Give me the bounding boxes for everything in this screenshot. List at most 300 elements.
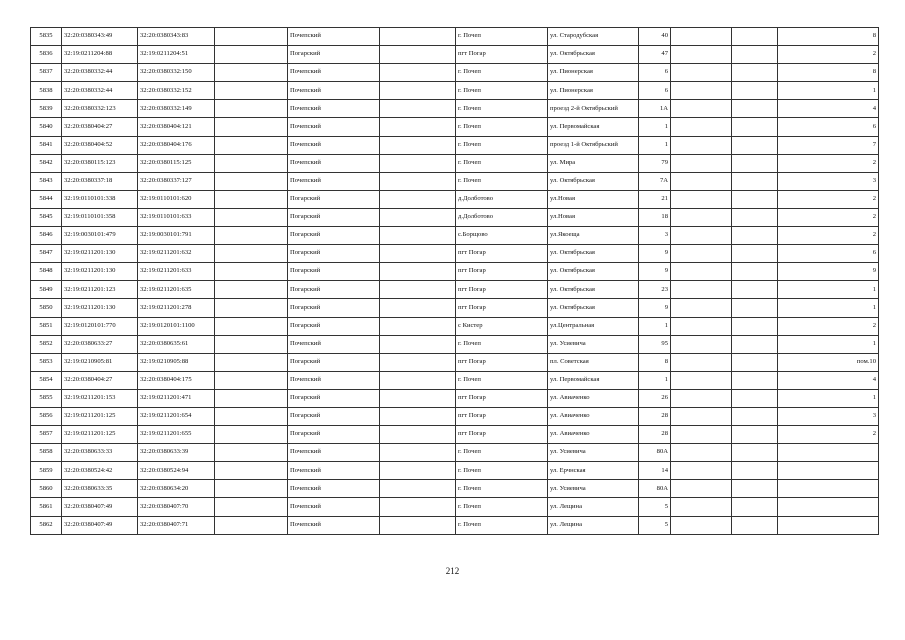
table-cell: 32:20:0380633:33	[62, 444, 138, 462]
table-cell	[215, 82, 288, 100]
table-cell: Почепский	[288, 100, 380, 118]
table-cell: 40	[639, 28, 671, 46]
table-row	[31, 82, 879, 100]
table-cell	[380, 444, 456, 462]
table-cell: 2	[778, 190, 879, 208]
table-cell: 32:19:0211201:130	[62, 245, 138, 263]
table-cell: ул. Усиевича	[548, 444, 639, 462]
table-cell	[732, 407, 778, 425]
table-row	[31, 245, 879, 263]
table-cell	[380, 353, 456, 371]
table-cell	[380, 64, 456, 82]
table-cell: ул. Октябрьская	[548, 46, 639, 64]
table-cell: 32:20:0380332:149	[138, 100, 215, 118]
table-cell	[215, 172, 288, 190]
table-cell: ул. Октябрьская	[548, 245, 639, 263]
table-cell: 5858	[31, 444, 62, 462]
table-cell: ул. Авиаченко	[548, 407, 639, 425]
table-cell: г. Почеп	[456, 154, 548, 172]
table-cell: ул. Лещина	[548, 498, 639, 516]
table-cell: 9	[639, 299, 671, 317]
table-cell: ул.Новая	[548, 208, 639, 226]
table-cell: ул. Авиаченко	[548, 389, 639, 407]
table-cell: 32:19:0030101:479	[62, 227, 138, 245]
table-cell: с.Борщово	[456, 227, 548, 245]
table-cell	[671, 480, 732, 498]
table-cell: 32:20:0380404:175	[138, 371, 215, 389]
table-cell: 32:19:0211201:635	[138, 281, 215, 299]
table-row	[31, 426, 879, 444]
table-cell: 32:20:0380332:150	[138, 64, 215, 82]
table-cell	[671, 263, 732, 281]
table-cell: Почепский	[288, 335, 380, 353]
table-cell	[380, 245, 456, 263]
table-cell	[380, 299, 456, 317]
table-cell: 32:20:0380404:176	[138, 136, 215, 154]
table-cell: г. Почеп	[456, 118, 548, 136]
table-cell: 5835	[31, 28, 62, 46]
table-cell: Почепский	[288, 498, 380, 516]
table-cell	[732, 462, 778, 480]
table-cell	[215, 245, 288, 263]
table-row	[31, 28, 879, 46]
table-cell: ул. Пионерская	[548, 82, 639, 100]
table-cell: Погарский	[288, 389, 380, 407]
table-cell: 32:20:0380404:27	[62, 371, 138, 389]
table-cell	[380, 154, 456, 172]
table-cell: г. Почеп	[456, 462, 548, 480]
table-cell: 2	[778, 227, 879, 245]
table-cell: пгт Погар	[456, 299, 548, 317]
table-cell: пгт Погар	[456, 353, 548, 371]
table-row	[31, 46, 879, 64]
table-cell: 5848	[31, 263, 62, 281]
table-cell	[671, 136, 732, 154]
table-cell: 32:20:0380635:61	[138, 335, 215, 353]
table-cell: 5840	[31, 118, 62, 136]
table-cell	[380, 136, 456, 154]
table-cell: 1	[639, 317, 671, 335]
table-cell	[215, 516, 288, 534]
table-cell	[380, 498, 456, 516]
table-cell	[732, 299, 778, 317]
table-cell: 1	[639, 136, 671, 154]
table-cell: 32:20:0380115:125	[138, 154, 215, 172]
table-cell: 32:20:0380407:70	[138, 498, 215, 516]
table-cell: 6	[639, 64, 671, 82]
table-cell	[215, 335, 288, 353]
table-cell	[732, 136, 778, 154]
table-cell	[671, 100, 732, 118]
table-cell: ул.Якоеща	[548, 227, 639, 245]
table-cell: Почепский	[288, 480, 380, 498]
table-cell: 4	[778, 371, 879, 389]
table-cell: пом.10	[778, 353, 879, 371]
table-cell	[380, 281, 456, 299]
table-cell	[215, 389, 288, 407]
table-cell: Погарский	[288, 208, 380, 226]
table-cell	[380, 389, 456, 407]
table-cell	[215, 371, 288, 389]
table-row	[31, 444, 879, 462]
table-cell: 7А	[639, 172, 671, 190]
table-row	[31, 64, 879, 82]
table-row	[31, 317, 879, 335]
table-cell	[671, 190, 732, 208]
table-cell	[215, 227, 288, 245]
table-row	[31, 389, 879, 407]
table-cell	[732, 208, 778, 226]
table-cell	[380, 426, 456, 444]
table-cell: 18	[639, 208, 671, 226]
table-cell	[671, 82, 732, 100]
table-cell	[215, 299, 288, 317]
table-cell: 5851	[31, 317, 62, 335]
table-cell: 32:19:0120101:1100	[138, 317, 215, 335]
table-cell: Погарский	[288, 190, 380, 208]
table-cell	[671, 516, 732, 534]
table-cell	[215, 407, 288, 425]
table-cell: 5841	[31, 136, 62, 154]
table-row	[31, 118, 879, 136]
table-cell	[215, 208, 288, 226]
table-cell: 9	[639, 263, 671, 281]
table-cell: ул. Первомайская	[548, 371, 639, 389]
table-cell	[671, 208, 732, 226]
table-cell	[380, 480, 456, 498]
table-cell: 1	[778, 82, 879, 100]
table-cell: 9	[639, 245, 671, 263]
table-cell: 32:19:0030101:791	[138, 227, 215, 245]
table-cell	[671, 299, 732, 317]
table-cell	[732, 317, 778, 335]
table-cell	[380, 28, 456, 46]
table-cell: 1	[778, 281, 879, 299]
table-cell	[732, 154, 778, 172]
table-cell: ул. Октябрьская	[548, 299, 639, 317]
table-cell	[215, 462, 288, 480]
table-row	[31, 172, 879, 190]
table-cell: 32:20:0380332:44	[62, 64, 138, 82]
table-cell: 32:19:0120101:770	[62, 317, 138, 335]
table-cell	[671, 462, 732, 480]
table-cell	[671, 317, 732, 335]
table-cell	[380, 172, 456, 190]
table-cell: 8	[639, 353, 671, 371]
table-cell	[380, 371, 456, 389]
table-cell	[671, 389, 732, 407]
table-cell: Почепский	[288, 172, 380, 190]
table-cell: 47	[639, 46, 671, 64]
table-cell: 1	[778, 389, 879, 407]
table-row	[31, 371, 879, 389]
table-cell: 32:20:0380343:49	[62, 28, 138, 46]
table-cell: 14	[639, 462, 671, 480]
table-cell: 2	[778, 426, 879, 444]
table-cell	[671, 245, 732, 263]
table-cell: Почепский	[288, 154, 380, 172]
table-cell: ул.Центральная	[548, 317, 639, 335]
table-cell	[732, 444, 778, 462]
table-cell: 32:19:0211201:153	[62, 389, 138, 407]
table-cell: Погарский	[288, 299, 380, 317]
table-cell	[732, 371, 778, 389]
table-cell: 5849	[31, 281, 62, 299]
table-cell: 32:20:0380115:123	[62, 154, 138, 172]
table-cell: Погарский	[288, 263, 380, 281]
table-cell: 5850	[31, 299, 62, 317]
table-row	[31, 136, 879, 154]
table-cell: г. Почеп	[456, 498, 548, 516]
table-cell	[732, 100, 778, 118]
table-cell: 5843	[31, 172, 62, 190]
table-cell	[215, 64, 288, 82]
table-cell: г. Почеп	[456, 82, 548, 100]
table-row	[31, 154, 879, 172]
table-cell: пгт Погар	[456, 281, 548, 299]
register-table	[30, 27, 879, 535]
table-cell: ул. Ерчнская	[548, 462, 639, 480]
table-cell	[671, 426, 732, 444]
table-cell: 5859	[31, 462, 62, 480]
table-cell: ул. Мира	[548, 154, 639, 172]
table-cell: Погарский	[288, 46, 380, 64]
table-cell	[778, 480, 879, 498]
table-cell: 2	[778, 208, 879, 226]
table-cell: 32:19:0110101:338	[62, 190, 138, 208]
table-cell: 80А	[639, 480, 671, 498]
table-cell: пгт Погар	[456, 263, 548, 281]
table-cell: 5847	[31, 245, 62, 263]
table-cell: ул.Новая	[548, 190, 639, 208]
table-cell: 26	[639, 389, 671, 407]
table-cell	[778, 444, 879, 462]
table-cell: 32:19:0110101:633	[138, 208, 215, 226]
table-cell	[215, 28, 288, 46]
table-cell: 32:19:0211201:125	[62, 407, 138, 425]
table-cell: г. Почеп	[456, 100, 548, 118]
table-cell: Почепский	[288, 136, 380, 154]
table-row	[31, 462, 879, 480]
table-cell	[215, 498, 288, 516]
table-cell: 5838	[31, 82, 62, 100]
table-cell: Почепский	[288, 371, 380, 389]
table-cell: 32:19:0211201:125	[62, 426, 138, 444]
table-cell: 32:20:0380524:42	[62, 462, 138, 480]
table-cell	[380, 118, 456, 136]
page-number: 212	[445, 566, 460, 576]
table-cell: 32:19:0211201:633	[138, 263, 215, 281]
table-cell: г. Почеп	[456, 480, 548, 498]
table-cell: 32:19:0110101:358	[62, 208, 138, 226]
table-cell: проезд 2-й Октябрьский	[548, 100, 639, 118]
table-cell	[380, 462, 456, 480]
table-row	[31, 100, 879, 118]
table-row	[31, 208, 879, 226]
table-row	[31, 190, 879, 208]
table-cell	[215, 317, 288, 335]
table-cell: 28	[639, 426, 671, 444]
table-cell: 5	[639, 498, 671, 516]
table-cell	[732, 263, 778, 281]
table-cell: пгт Погар	[456, 245, 548, 263]
table-cell: 5837	[31, 64, 62, 82]
table-cell: 32:19:0211201:123	[62, 281, 138, 299]
table-cell: 32:20:0380332:44	[62, 82, 138, 100]
table-body	[31, 28, 879, 535]
table-cell: 32:20:0380633:35	[62, 480, 138, 498]
table-cell: пл. Советская	[548, 353, 639, 371]
table-cell: 79	[639, 154, 671, 172]
table-cell: Погарский	[288, 245, 380, 263]
table-cell	[380, 317, 456, 335]
table-cell	[671, 28, 732, 46]
table-cell: 5846	[31, 227, 62, 245]
table-cell: 1	[639, 371, 671, 389]
table-cell: Почепский	[288, 516, 380, 534]
table-cell	[732, 172, 778, 190]
table-cell	[671, 371, 732, 389]
table-cell: 6	[778, 245, 879, 263]
table-cell: пгт Погар	[456, 389, 548, 407]
table-cell: 5853	[31, 353, 62, 371]
table-cell	[215, 118, 288, 136]
table-cell	[671, 407, 732, 425]
table-cell: 6	[778, 118, 879, 136]
table-cell	[215, 480, 288, 498]
table-cell: 32:20:0380332:152	[138, 82, 215, 100]
table-cell	[671, 335, 732, 353]
table-cell	[778, 516, 879, 534]
table-row	[31, 227, 879, 245]
table-cell: 6	[639, 82, 671, 100]
table-cell: ул. Октябрьская	[548, 172, 639, 190]
table-row	[31, 407, 879, 425]
table-cell: пгт Погар	[456, 46, 548, 64]
table-cell: 23	[639, 281, 671, 299]
table-cell: с Кистер	[456, 317, 548, 335]
table-cell	[732, 46, 778, 64]
table-cell: ул. Стародубская	[548, 28, 639, 46]
table-row	[31, 263, 879, 281]
table-cell: 5857	[31, 426, 62, 444]
table-cell	[215, 46, 288, 64]
table-cell	[380, 190, 456, 208]
table-cell	[380, 208, 456, 226]
table-cell: 32:20:0380332:123	[62, 100, 138, 118]
table-cell: 2	[778, 46, 879, 64]
table-cell: 3	[778, 407, 879, 425]
table-cell: 3	[778, 172, 879, 190]
table-cell: 32:19:0211201:130	[62, 299, 138, 317]
table-cell: ул. Пионерская	[548, 64, 639, 82]
table-cell: 32:20:0380407:49	[62, 498, 138, 516]
table-cell	[380, 82, 456, 100]
table-row	[31, 516, 879, 534]
table-cell: 32:19:0210905:81	[62, 353, 138, 371]
table-cell: Погарский	[288, 281, 380, 299]
table-cell: 28	[639, 407, 671, 425]
table-cell: Почепский	[288, 118, 380, 136]
table-cell: Погарский	[288, 317, 380, 335]
table-cell	[215, 100, 288, 118]
table-cell	[671, 353, 732, 371]
table-cell	[732, 426, 778, 444]
table-cell: 1	[778, 299, 879, 317]
table-cell	[671, 227, 732, 245]
table-cell	[732, 118, 778, 136]
table-cell	[732, 28, 778, 46]
table-cell: 32:19:0211201:654	[138, 407, 215, 425]
table-cell: д.Долботово	[456, 208, 548, 226]
table-cell: 2	[778, 154, 879, 172]
table-cell	[671, 281, 732, 299]
table-cell: 32:19:0211201:471	[138, 389, 215, 407]
table-cell: 5855	[31, 389, 62, 407]
table-cell: Почепский	[288, 28, 380, 46]
table-cell: 80А	[639, 444, 671, 462]
table-cell: ул. Первомайская	[548, 118, 639, 136]
table-cell: Почепский	[288, 444, 380, 462]
table-cell: 5845	[31, 208, 62, 226]
table-cell	[215, 426, 288, 444]
table-cell: г. Почеп	[456, 64, 548, 82]
table-row	[31, 281, 879, 299]
table-cell: 5852	[31, 335, 62, 353]
table-cell: 7	[778, 136, 879, 154]
table-cell: пгт Погар	[456, 407, 548, 425]
table-cell: 32:20:0380407:71	[138, 516, 215, 534]
table-cell: 32:20:0380404:52	[62, 136, 138, 154]
table-cell	[732, 516, 778, 534]
table-cell: 32:20:0380404:27	[62, 118, 138, 136]
table-cell: 5836	[31, 46, 62, 64]
table-cell: 32:19:0211201:278	[138, 299, 215, 317]
table-cell: д.Долботово	[456, 190, 548, 208]
table-cell: г. Почеп	[456, 371, 548, 389]
table-cell: Погарский	[288, 407, 380, 425]
table-cell	[671, 444, 732, 462]
table-cell: 32:19:0211201:655	[138, 426, 215, 444]
table-cell	[671, 64, 732, 82]
table-cell: Почепский	[288, 82, 380, 100]
table-row	[31, 480, 879, 498]
table-cell: 5862	[31, 516, 62, 534]
table-row	[31, 353, 879, 371]
table-row	[31, 498, 879, 516]
table-cell: 5844	[31, 190, 62, 208]
table-cell	[215, 190, 288, 208]
table-cell: 32:19:0211204:88	[62, 46, 138, 64]
table-cell	[671, 498, 732, 516]
table-cell	[732, 190, 778, 208]
table-cell	[215, 154, 288, 172]
table-cell: 32:19:0211201:632	[138, 245, 215, 263]
table-cell	[215, 263, 288, 281]
table-row	[31, 335, 879, 353]
table-cell: 5854	[31, 371, 62, 389]
table-cell: 32:20:0380343:83	[138, 28, 215, 46]
table-cell	[380, 516, 456, 534]
table-cell: г. Почеп	[456, 172, 548, 190]
table-cell: 1	[778, 335, 879, 353]
table-cell: ул. Усиевича	[548, 480, 639, 498]
table-cell	[732, 498, 778, 516]
table-cell: 1	[639, 118, 671, 136]
table-cell	[380, 227, 456, 245]
table-cell: 2	[778, 317, 879, 335]
table-cell: 8	[778, 64, 879, 82]
